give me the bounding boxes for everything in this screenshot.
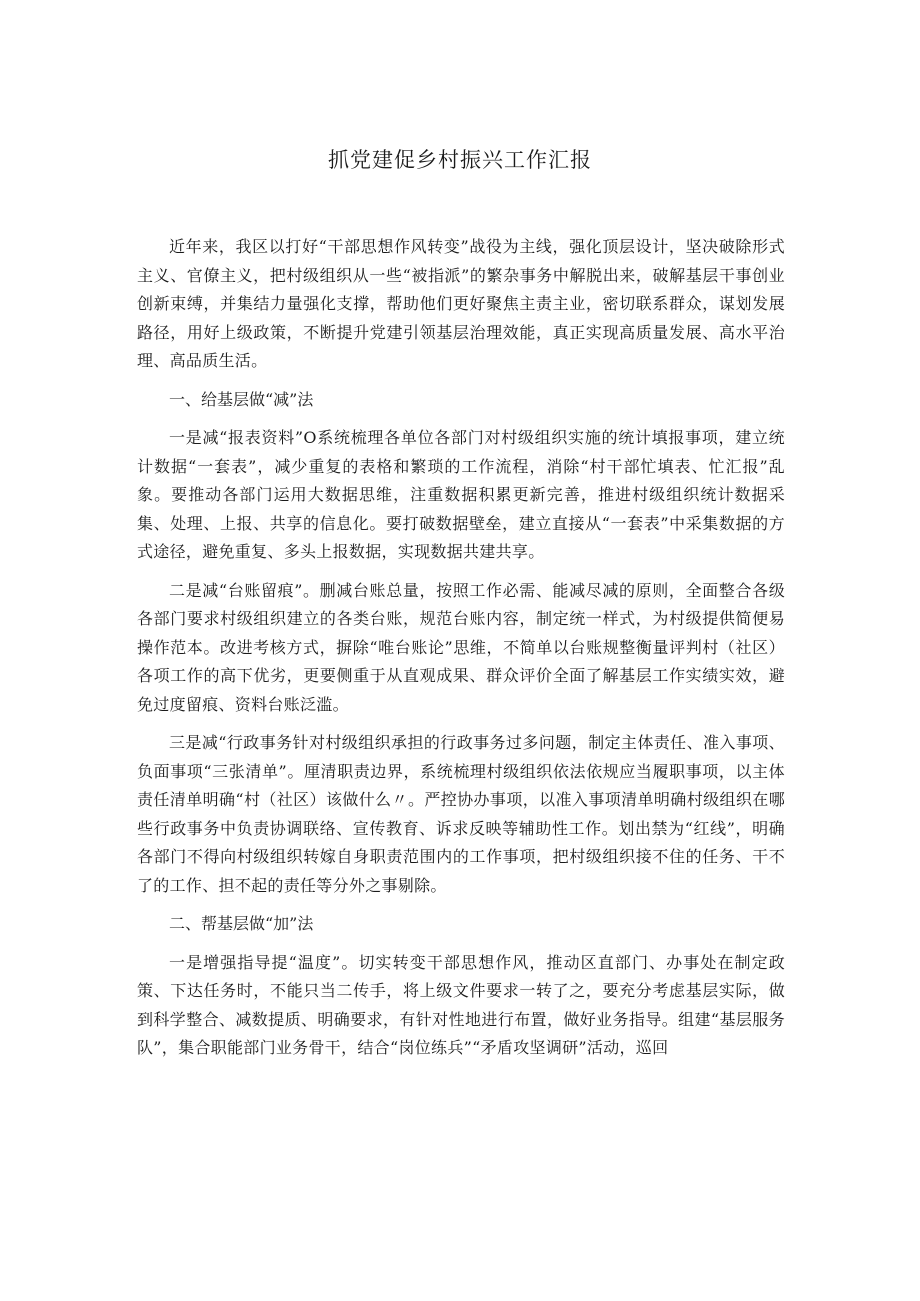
section-heading-1: 一、给基层做“减”法 — [169, 389, 314, 409]
document-body — [137, 233, 785, 1073]
intro-paragraph: 近年来，我区以打好“干部思想作风转变”战役为主线，强化顶层设计，坚决破除形式主义、官僚主义，把村级组织从一些“被指派”的繁杂事务中解脱出来，破解基层干事创业创新束缚，并集结力量强化支撑，帮助他们更好聚焦主责主业，密切联系群众，谋划发展路径，用好上级政策，不断提升党建引领基层治理效能，真正实现高质量发展、高水平治理、高品质生活。 — [137, 237, 785, 370]
section2-paragraph-1: 一是增强指导提“温度”。切实转变干部思想作风，推动区直部门、办事处在制定政策、下达任务时，不能只当二传手，将上级文件要求一转了之，要充分考虑基层实际，做到科学整合、减数提质、明确要求，有针对性地进行布置，做好业务指导。组建“基层服务队”，集合职能部门业务骨干，结合“岗位练兵”“矛盾攻坚调研”活动，巡回 — [137, 952, 785, 1057]
section1-paragraph-3: 三是减“行政事务针对村级组织承担的行政事务过多问题，制定主体责任、准入事项、负面事项“三张清单”。厘清职责边界，系统梳理村级组织依法依规应当履职事项，以主体责任清单明确“村（社区）该做什么〃。严控协办事项，以准入事项清单明确村级组织在哪些行政事务中负责协调联络、宣传教育、诉求反映等辅助性工作。划出禁为“红线”，明确各部门不得向村级组织转嫁自身职责范围内的工作事项，把村级组织接不住的任务、干不了的工作、担不起的责任等分外之事剔除。 — [137, 733, 785, 895]
section-heading-2: 二、帮基层做“加”法 — [169, 914, 314, 933]
document-title: 抓党建促乡村振兴工作汇报 — [328, 148, 592, 172]
section1-paragraph-1: 一是减“报表资料”O系统梳理各单位各部门对村级组织实施的统计填报事项，建立统计数据“一套表”，减少重复的表格和繁琐的工作流程，消除“村干部忙填表、忙汇报”乱象。要推动各部门运用大数据思维，注重数据积累更新完善，推进村级组织统计数据采集、处理、上报、共享的信息化。要打破数据壁垒，建立直接从“一套表”中采集数据的方式途径，避免重复、多头上报数据，实现数据共建共享。 — [137, 428, 785, 561]
section1-paragraph-2: 二是减“台账留痕”。删减台账总量，按照工作必需、能减尽减的原则，全面整合各级各部门要求村级组织建立的各类台账，规范台账内容，制定统一样式，为村级提供简便易操作范本。改进考核方式，摒除“唯台账论”思维，不简单以台账规整衡量评判村（社区）各项工作的高下优劣，更要侧重于从直观成果、群众评价全面了解基层工作实绩实效，避免过度留痕、资料台账泛滥。 — [137, 580, 785, 714]
